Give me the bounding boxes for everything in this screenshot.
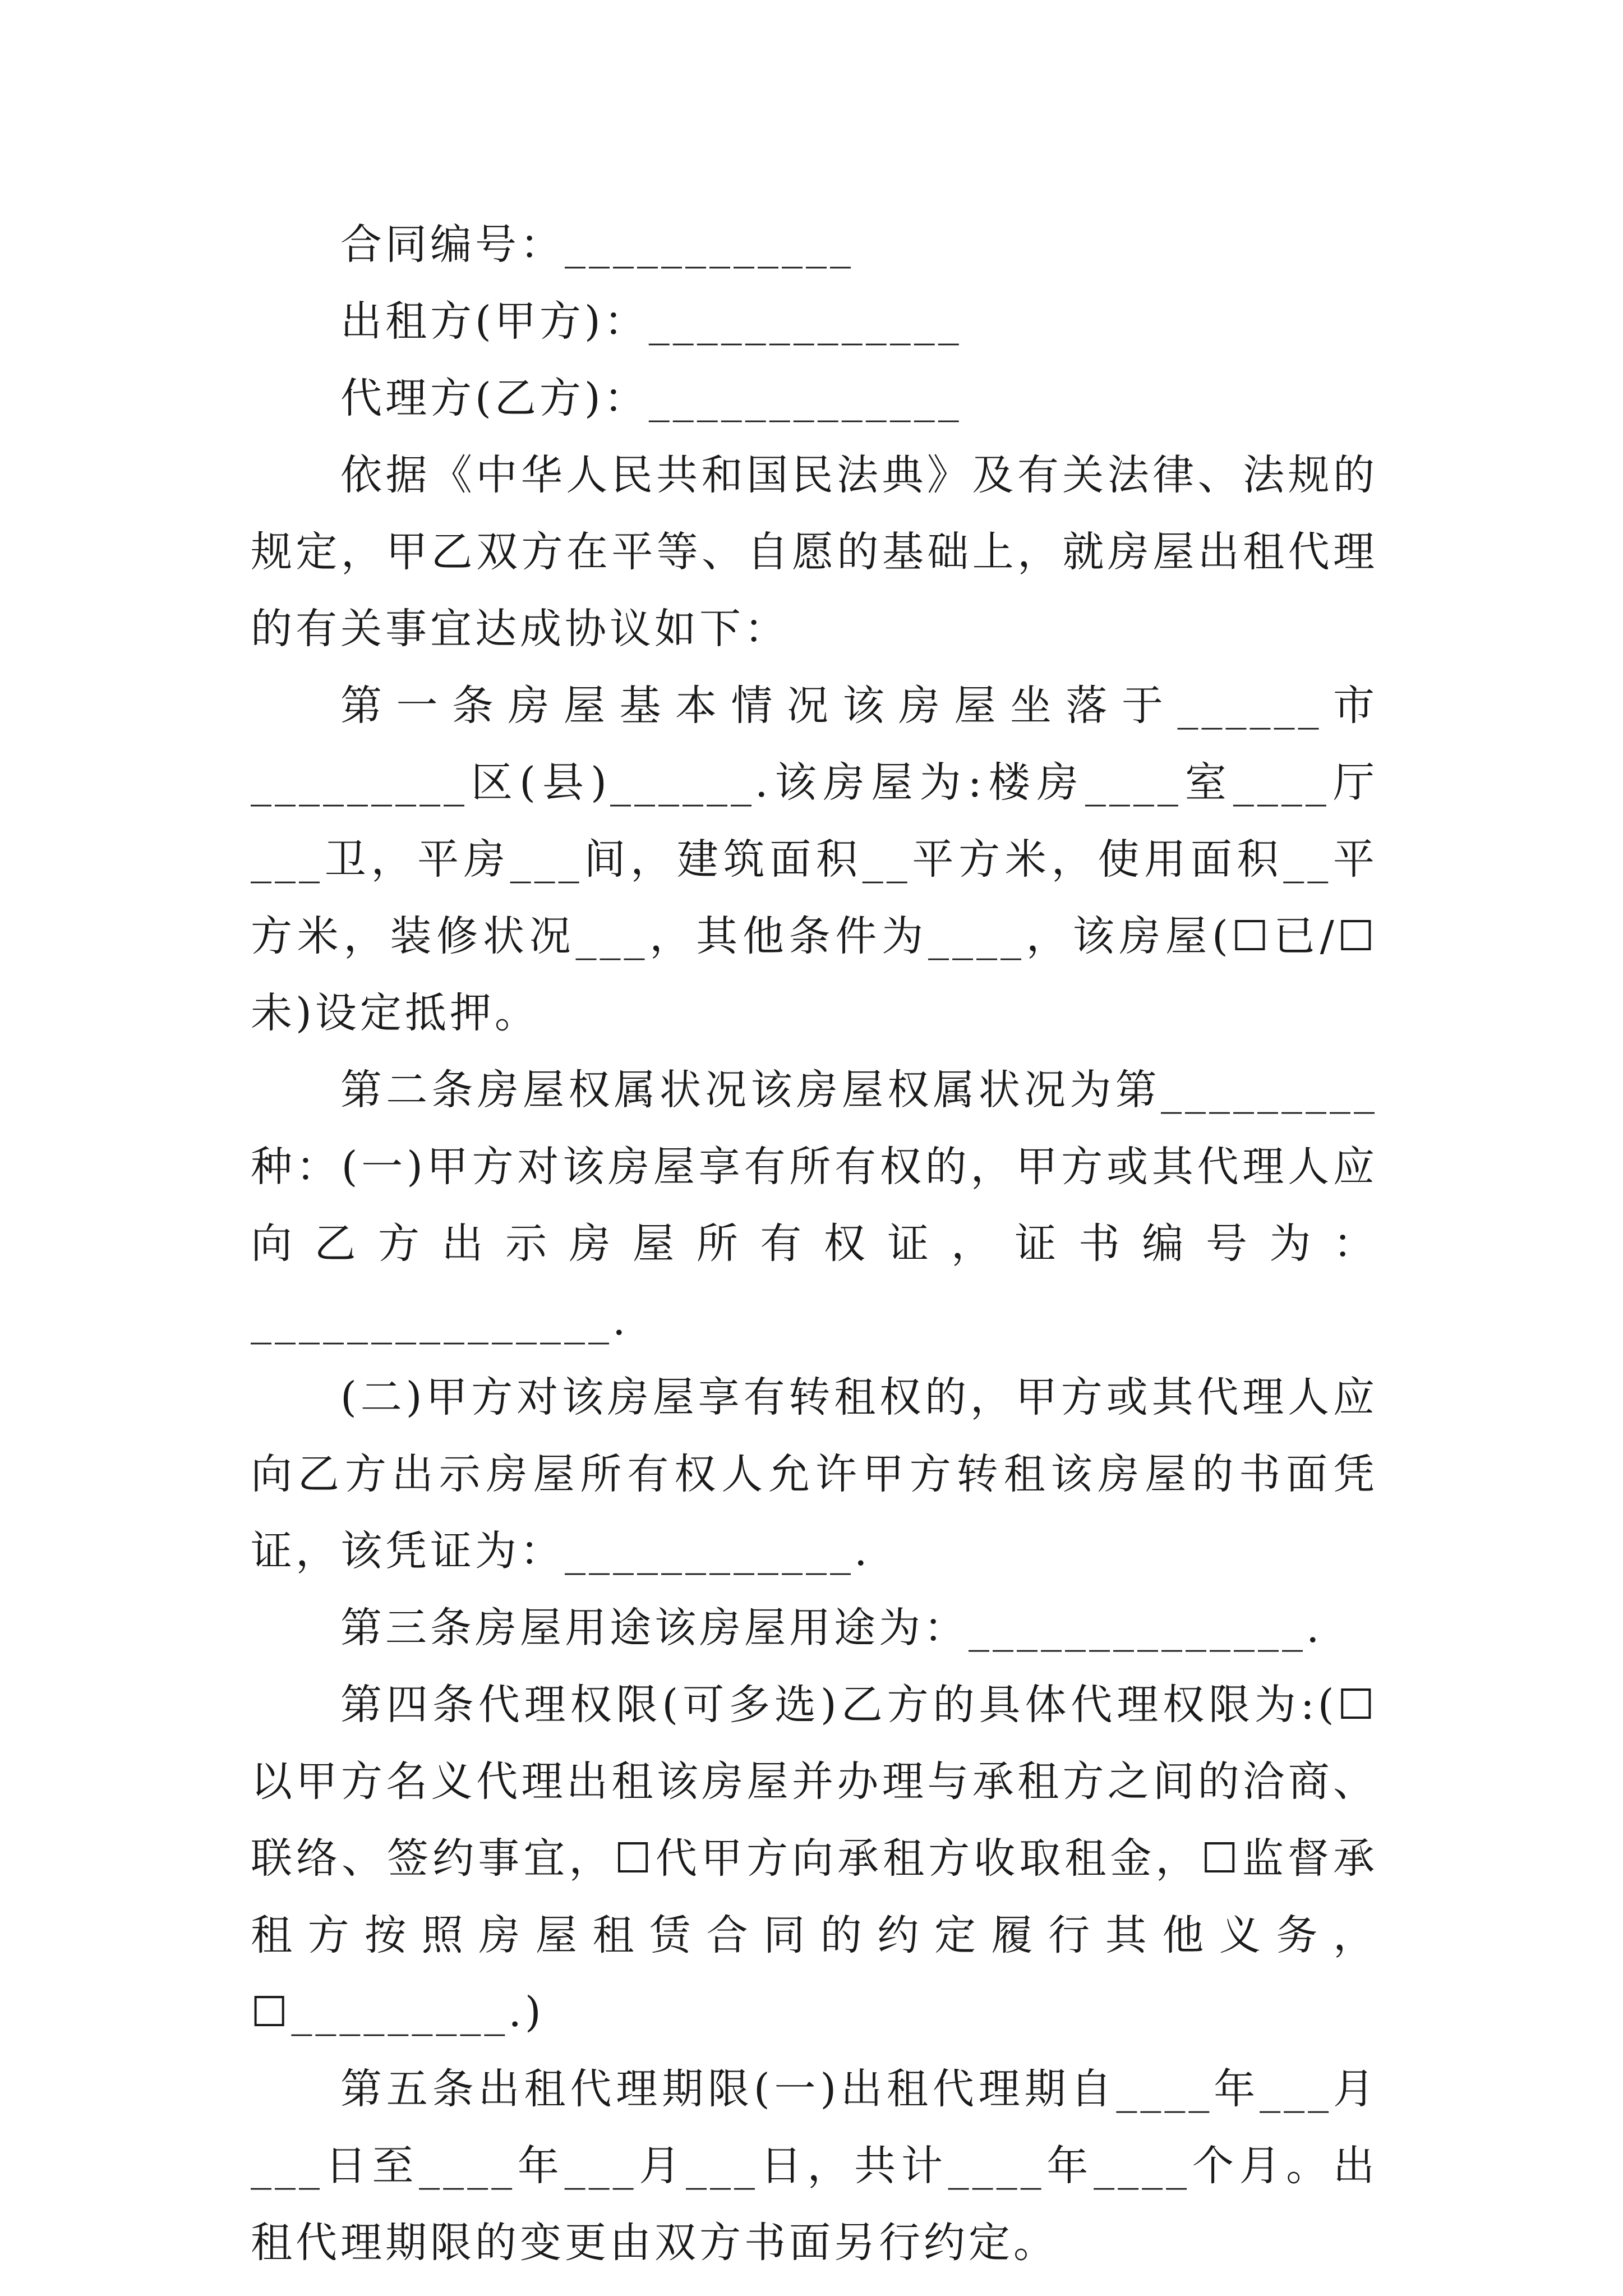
article-4-paragraph: 第四条代理权限(可多选)乙方的具体代理权限为:(☐以甲方名义代理出租该房屋并办理与承租方之间的洽商、联络、签约事宜，☐代甲方向承租方收取租金，☐监督承租方按照房屋租赁合同的约定履行其他义务，☐_________.) bbox=[251, 1681, 1378, 2036]
contract-body bbox=[251, 206, 1378, 2281]
contract-number-line: 合同编号：____________ bbox=[340, 220, 854, 269]
article-2-paragraph: 第二条房屋权属状况该房屋权属状况为第_________种：(一)甲方对该房屋享有所有权的，甲方或其代理人应向乙方出示房屋所有权证，证书编号为：_______________. bbox=[251, 1066, 1378, 1345]
preamble-paragraph: 依据《中华人民共和国民法典》及有关法律、法规的规定，甲乙双方在平等、自愿的基础上，就房屋出租代理的有关事宜达成协议如下： bbox=[251, 451, 1378, 653]
lessor-line: 出租方(甲方)：_____________ bbox=[340, 297, 962, 346]
article-3-paragraph: 第三条房屋用途该房屋用途为：______________. bbox=[340, 1604, 1323, 1652]
article-2-sub-2-paragraph: (二)甲方对该房屋享有转租权的，甲方或其代理人应向乙方出示房屋所有权人允许甲方转租该房屋的书面凭证，该凭证为：____________. bbox=[251, 1373, 1378, 1575]
agent-line: 代理方(乙方)：_____________ bbox=[340, 374, 962, 422]
article-1-paragraph: 第一条房屋基本情况该房屋坐落于______市_________区(县)______.该房屋为:楼房____室____厅___卫，平房___间，建筑面积__平方米，使用面积__平方米，装修状况___，其他条件为____，该房屋(☐已/☐未)设定抵押。 bbox=[251, 682, 1378, 1037]
article-5-paragraph: 第五条出租代理期限(一)出租代理期自____年___月___日至____年___月___日，共计____年____个月。出租代理期限的变更由双方书面另行约定。 bbox=[251, 2065, 1378, 2267]
